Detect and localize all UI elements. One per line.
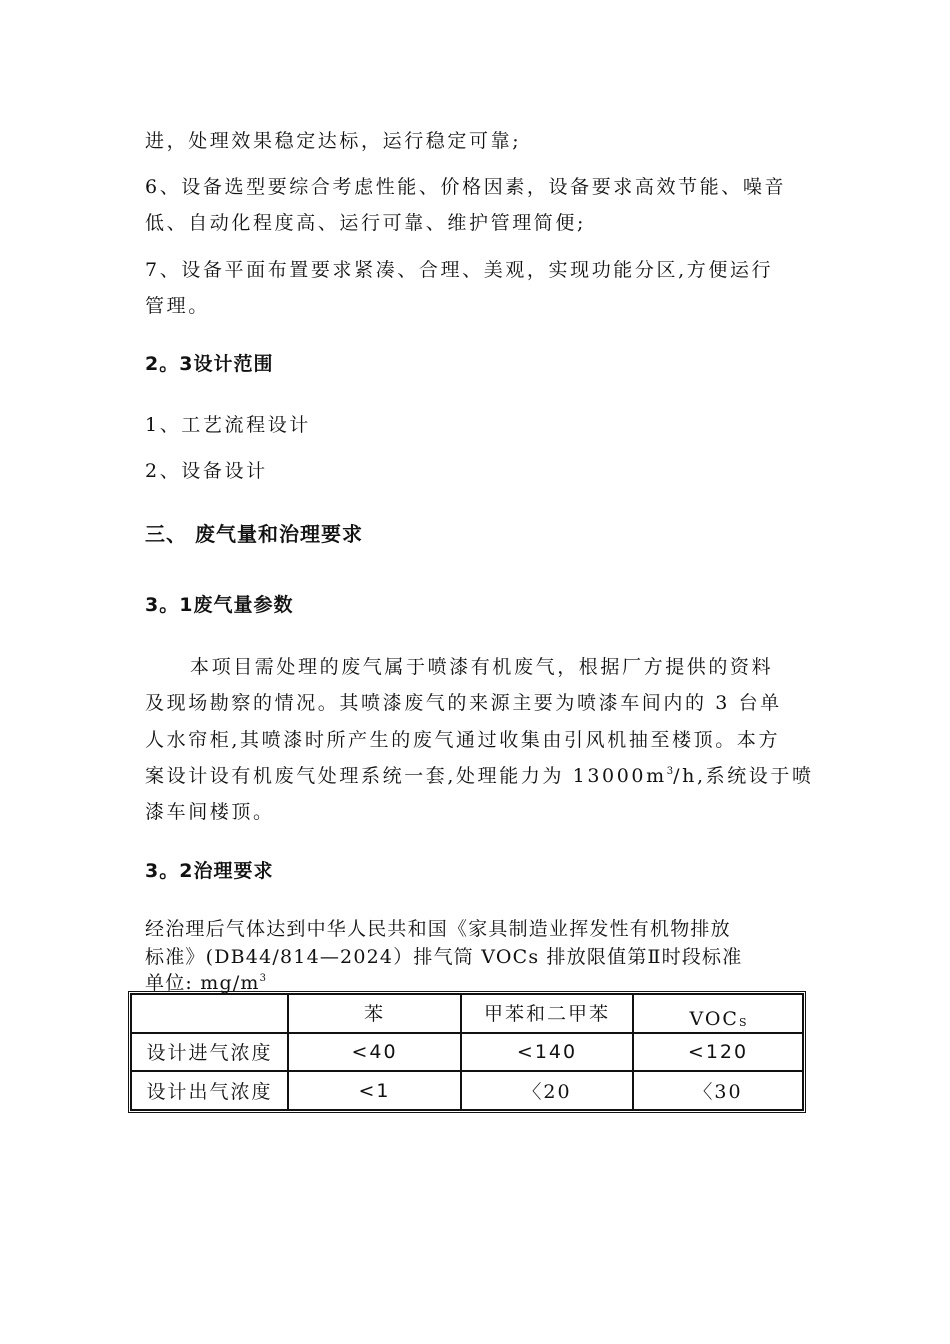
standard-text: 经治理后气体达到中华人民共和国《家具制造业挥发性有机物排放 xyxy=(145,918,731,940)
capacity-text: 案设计设有机废气处理系统一套,处理能力为 13000m xyxy=(145,765,667,787)
table-header-cell: 苯 xyxy=(288,994,461,1033)
section-heading-2-3: 2。3设计范围 xyxy=(145,353,274,375)
paragraph-line: 进，处理效果稳定达标，运行稳定可靠; xyxy=(145,130,522,152)
list-item: 1、工艺流程设计 xyxy=(145,414,311,436)
row-label: 设计进气浓度 xyxy=(131,1033,288,1072)
paragraph-line: 7、设备平面布置要求紧凑、合理、美观，实现功能分区,方便运行 xyxy=(145,259,774,281)
table-header-cell xyxy=(633,994,803,1033)
section-heading-3-2: 3。2治理要求 xyxy=(145,860,274,882)
table-header-row xyxy=(131,994,803,1033)
paragraph-line: 及现场勘察的情况。其喷漆废气的来源主要为喷漆车间内的 3 台单 xyxy=(145,692,782,714)
paragraph-line: 管理。 xyxy=(145,295,210,317)
paragraph-line: 本项目需处理的废气属于喷漆有机废气，根据厂方提供的资料 xyxy=(190,656,774,678)
concentration-table xyxy=(128,991,806,1113)
table-cell: <140 xyxy=(461,1033,633,1072)
unit-text: 单位: mg/m xyxy=(145,972,260,994)
table-cell: 〈30 xyxy=(633,1071,803,1110)
row-label: 设计出气浓度 xyxy=(131,1071,288,1110)
paragraph-line xyxy=(145,761,814,788)
section-heading-3-1: 3。1废气量参数 xyxy=(145,594,294,616)
superscript: 3 xyxy=(666,766,674,777)
capacity-text-end: /h,系统设于喷 xyxy=(673,765,814,787)
paragraph-line: 低、自动化程度高、运行可靠、维护管理简便; xyxy=(145,212,587,234)
table-row xyxy=(131,1071,803,1110)
table-cell: <40 xyxy=(288,1033,461,1072)
subscript: S xyxy=(738,1016,747,1030)
table-row xyxy=(131,1033,803,1072)
table-header-cell xyxy=(131,994,288,1033)
paragraph-line: 人水帘柜,其喷漆时所产生的废气通过收集由引风机抽至楼顶。本方 xyxy=(145,729,781,751)
list-item: 2、设备设计 xyxy=(145,460,268,482)
paragraph-line: 6、设备选型要综合考虑性能、价格因素，设备要求高效节能、噪音 xyxy=(145,176,787,198)
voc-text: VOC xyxy=(689,1008,739,1031)
table-header-cell: 甲苯和二甲苯 xyxy=(461,994,633,1033)
table-cell: <120 xyxy=(633,1033,803,1072)
superscript: 3 xyxy=(259,973,267,984)
table-cell: <1 xyxy=(288,1071,461,1110)
section-heading-3: 三、 废气量和治理要求 xyxy=(145,522,363,546)
table-cell: 〈20 xyxy=(461,1071,633,1110)
standard-text: 标准》(DB44/814—2024）排气筒 VOCs 排放限值第Ⅱ时段标准 xyxy=(145,946,743,968)
paragraph-line: 漆车间楼顶。 xyxy=(145,801,275,823)
